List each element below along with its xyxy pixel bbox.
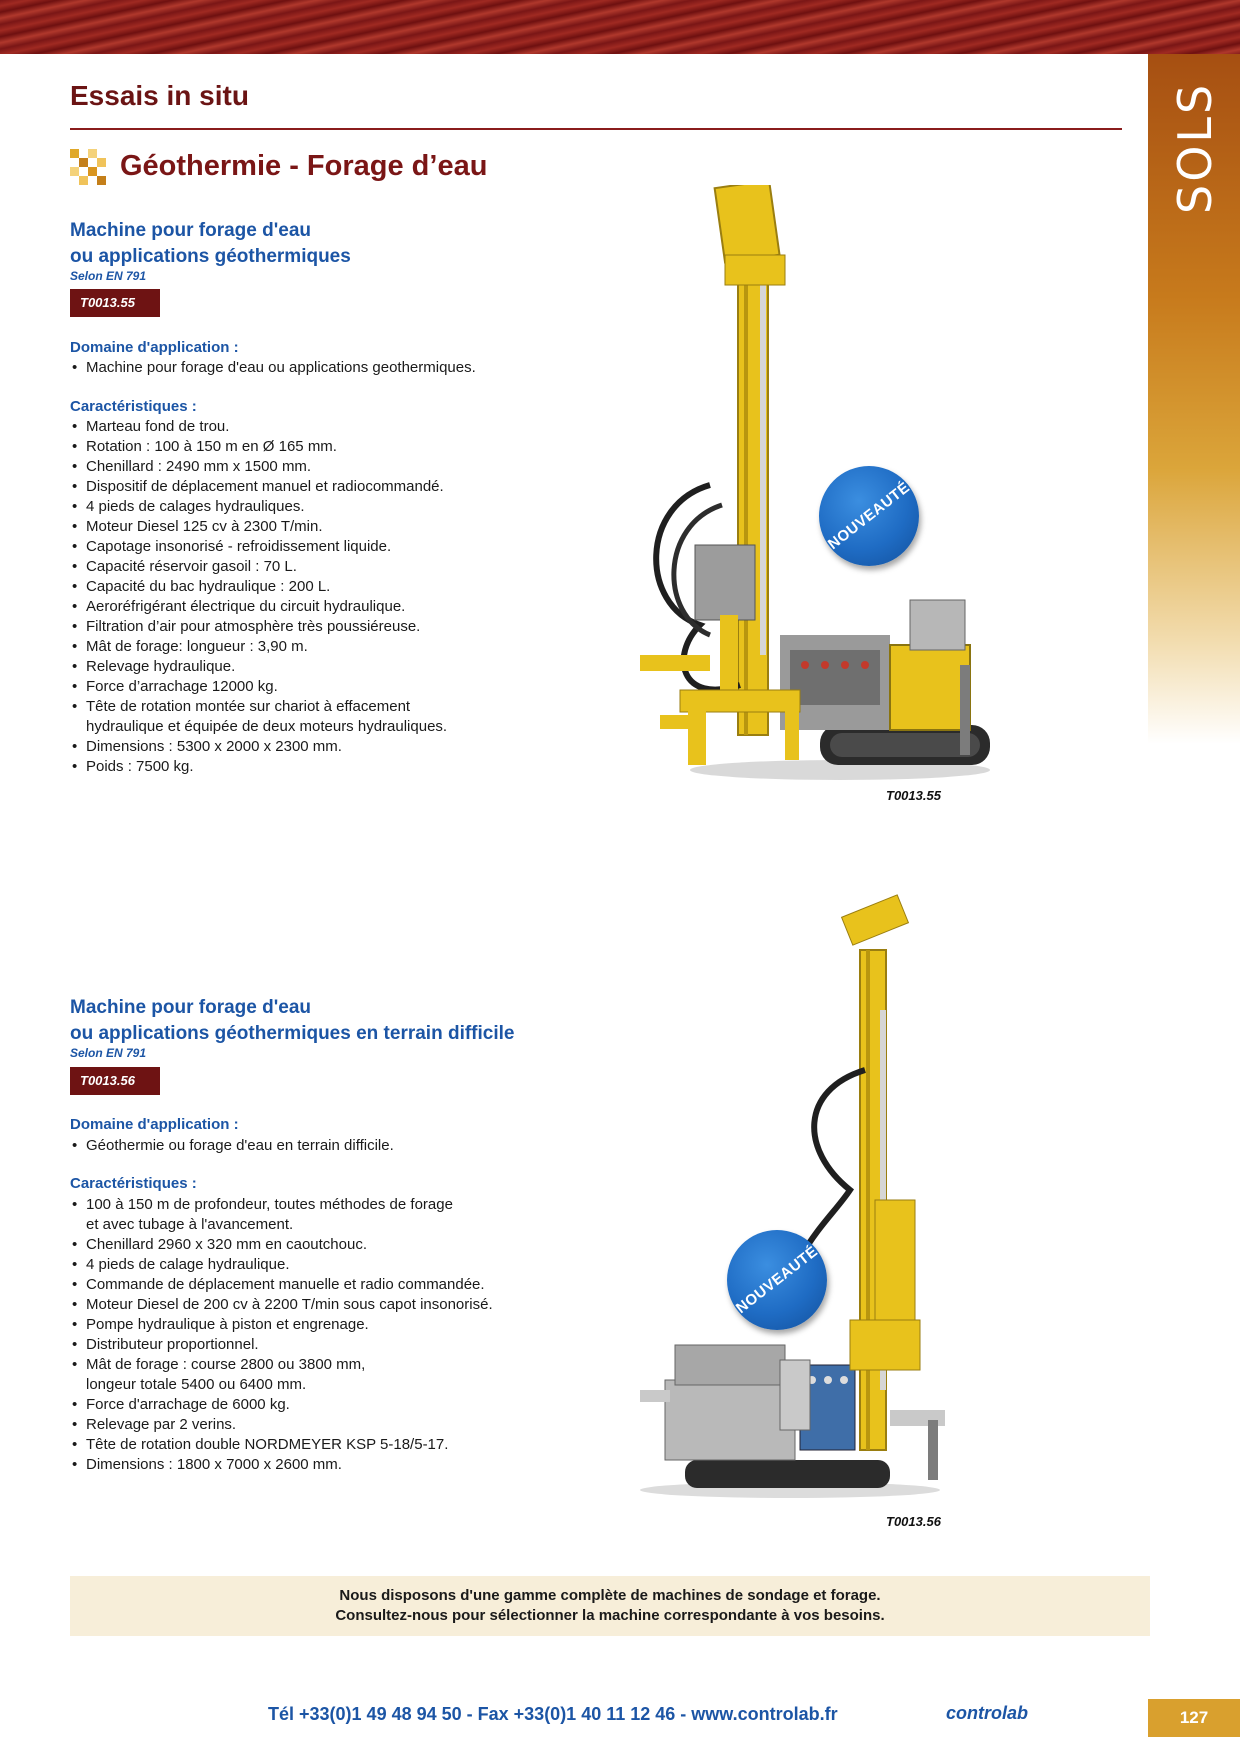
list-item: • Relevage par 2 verins. bbox=[70, 1415, 493, 1435]
list-item: • Commande de déplacement manuelle et radio commandée. bbox=[70, 1275, 493, 1295]
list-item: • Tête de rotation double NORDMEYER KSP 5-18/5-17. bbox=[70, 1435, 493, 1455]
product-2-machine-image bbox=[640, 890, 960, 1500]
list-item: • 4 pieds de calage hydraulique. bbox=[70, 1255, 493, 1275]
list-item bbox=[70, 1375, 493, 1395]
title-divider bbox=[70, 128, 1122, 130]
list-item: • 4 pieds de calages hydrauliques. bbox=[70, 497, 447, 517]
product-1-name-line1: Machine pour forage d'eau bbox=[70, 220, 311, 241]
page-number: 127 bbox=[1148, 1699, 1240, 1737]
product-2-new-badge bbox=[727, 1230, 827, 1330]
product-2-name-line2: ou applications géothermiques en terrain difficile bbox=[70, 1023, 515, 1044]
list-item: • Filtration d’air pour atmosphère très poussiéreuse. bbox=[70, 617, 447, 637]
product-2-domain-heading: Domaine d'application : bbox=[70, 1116, 239, 1133]
section-title: Essais in situ bbox=[70, 80, 249, 111]
info-note-box bbox=[70, 1576, 1150, 1636]
product-1-name bbox=[70, 218, 351, 270]
product-1-ref-badge: T0013.55 bbox=[70, 289, 160, 317]
product-2-new-badge-label: NOUVEAUTÉ bbox=[732, 1242, 822, 1318]
side-tab-label-wrap bbox=[1148, 54, 1240, 254]
product-2-name-line1: Machine pour forage d'eau bbox=[70, 997, 311, 1018]
footer-logo: controlab bbox=[946, 1703, 1029, 1723]
list-item bbox=[70, 1215, 493, 1235]
product-2-char-heading: Caractéristiques : bbox=[70, 1175, 197, 1192]
list-item-continuation: longeur totale 5400 ou 6400 mm. bbox=[86, 1376, 307, 1393]
list-item: • Moteur Diesel de 200 cv à 2200 T/min sous capot insonorisé. bbox=[70, 1295, 493, 1315]
list-item: • 100 à 150 m de profondeur, toutes méthodes de forage bbox=[70, 1195, 493, 1215]
product-1-char-heading: Caractéristiques : bbox=[70, 398, 197, 415]
list-item: • Aeroréfrigérant électrique du circuit hydraulique. bbox=[70, 597, 447, 617]
list-item: • Relevage hydraulique. bbox=[70, 657, 447, 677]
info-note-line1: Nous disposons d'une gamme complète de machines de sondage et forage. bbox=[339, 1587, 881, 1604]
product-2-ref-badge: T0013.56 bbox=[70, 1067, 160, 1095]
product-2-image-caption: T0013.56 bbox=[886, 1514, 941, 1529]
footer-contact[interactable]: Tél +33(0)1 49 48 94 50 - Fax +33(0)1 40 11 12 46 - www.controlab.fr bbox=[268, 1704, 838, 1724]
list-item: • Tête de rotation montée sur chariot à effacement bbox=[70, 697, 447, 717]
product-1-domain-list bbox=[70, 358, 476, 378]
list-item-continuation: et avec tubage à l'avancement. bbox=[86, 1216, 294, 1233]
list-item: • Rotation : 100 à 150 m en Ø 165 mm. bbox=[70, 437, 447, 457]
list-item: • Force d'arrachage de 6000 kg. bbox=[70, 1395, 493, 1415]
checker-icon bbox=[70, 149, 106, 185]
info-note-line2: Consultez-nous pour sélectionner la machine correspondante à vos besoins. bbox=[335, 1607, 885, 1624]
list-item: • Distributeur proportionnel. bbox=[70, 1335, 493, 1355]
list-item: • Poids : 7500 kg. bbox=[70, 757, 447, 777]
product-2-domain-list bbox=[70, 1136, 394, 1156]
product-2-char-list bbox=[70, 1195, 493, 1475]
product-1-norm: Selon EN 791 bbox=[70, 269, 147, 283]
product-1-machine-image bbox=[640, 185, 1000, 785]
list-item: • Mât de forage : course 2800 ou 3800 mm, bbox=[70, 1355, 493, 1375]
list-item: • Moteur Diesel 125 cv à 2300 T/min. bbox=[70, 517, 447, 537]
list-item: • Géothermie ou forage d'eau en terrain difficile. bbox=[70, 1136, 394, 1156]
product-2-name bbox=[70, 995, 514, 1047]
list-item: • Pompe hydraulique à piston et engrenage. bbox=[70, 1315, 493, 1335]
list-item-continuation: hydraulique et équipée de deux moteurs hydrauliques. bbox=[86, 718, 448, 735]
product-2-norm: Selon EN 791 bbox=[70, 1046, 147, 1060]
list-item: • Chenillard 2960 x 320 mm en caoutchouc. bbox=[70, 1235, 493, 1255]
list-item: • Marteau fond de trou. bbox=[70, 417, 447, 437]
list-item: • Capotage insonorisé - refroidissement liquide. bbox=[70, 537, 447, 557]
product-1-char-list bbox=[70, 417, 447, 777]
list-item: • Mât de forage: longueur : 3,90 m. bbox=[70, 637, 447, 657]
product-1-image-caption: T0013.55 bbox=[886, 788, 941, 803]
list-item bbox=[70, 717, 447, 737]
product-1-name-line2: ou applications géothermiques bbox=[70, 246, 351, 267]
top-decorative-band bbox=[0, 0, 1240, 54]
list-item: • Machine pour forage d'eau ou applications geothermiques. bbox=[70, 358, 476, 378]
side-tab-label: SOLS bbox=[1168, 81, 1222, 214]
list-item: • Dispositif de déplacement manuel et radiocommandé. bbox=[70, 477, 447, 497]
product-1-new-badge bbox=[819, 466, 919, 566]
list-item: • Force d’arrachage 12000 kg. bbox=[70, 677, 447, 697]
product-1-domain-heading: Domaine d'application : bbox=[70, 339, 239, 356]
list-item: • Dimensions : 1800 x 7000 x 2600 mm. bbox=[70, 1455, 493, 1475]
product-1-new-badge-label: NOUVEAUTÉ bbox=[824, 478, 914, 554]
list-item: • Capacité du bac hydraulique : 200 L. bbox=[70, 577, 447, 597]
list-item: • Chenillard : 2490 mm x 1500 mm. bbox=[70, 457, 447, 477]
sub-title: Géothermie - Forage d’eau bbox=[120, 150, 488, 182]
list-item: • Capacité réservoir gasoil : 70 L. bbox=[70, 557, 447, 577]
list-item: • Dimensions : 5300 x 2000 x 2300 mm. bbox=[70, 737, 447, 757]
